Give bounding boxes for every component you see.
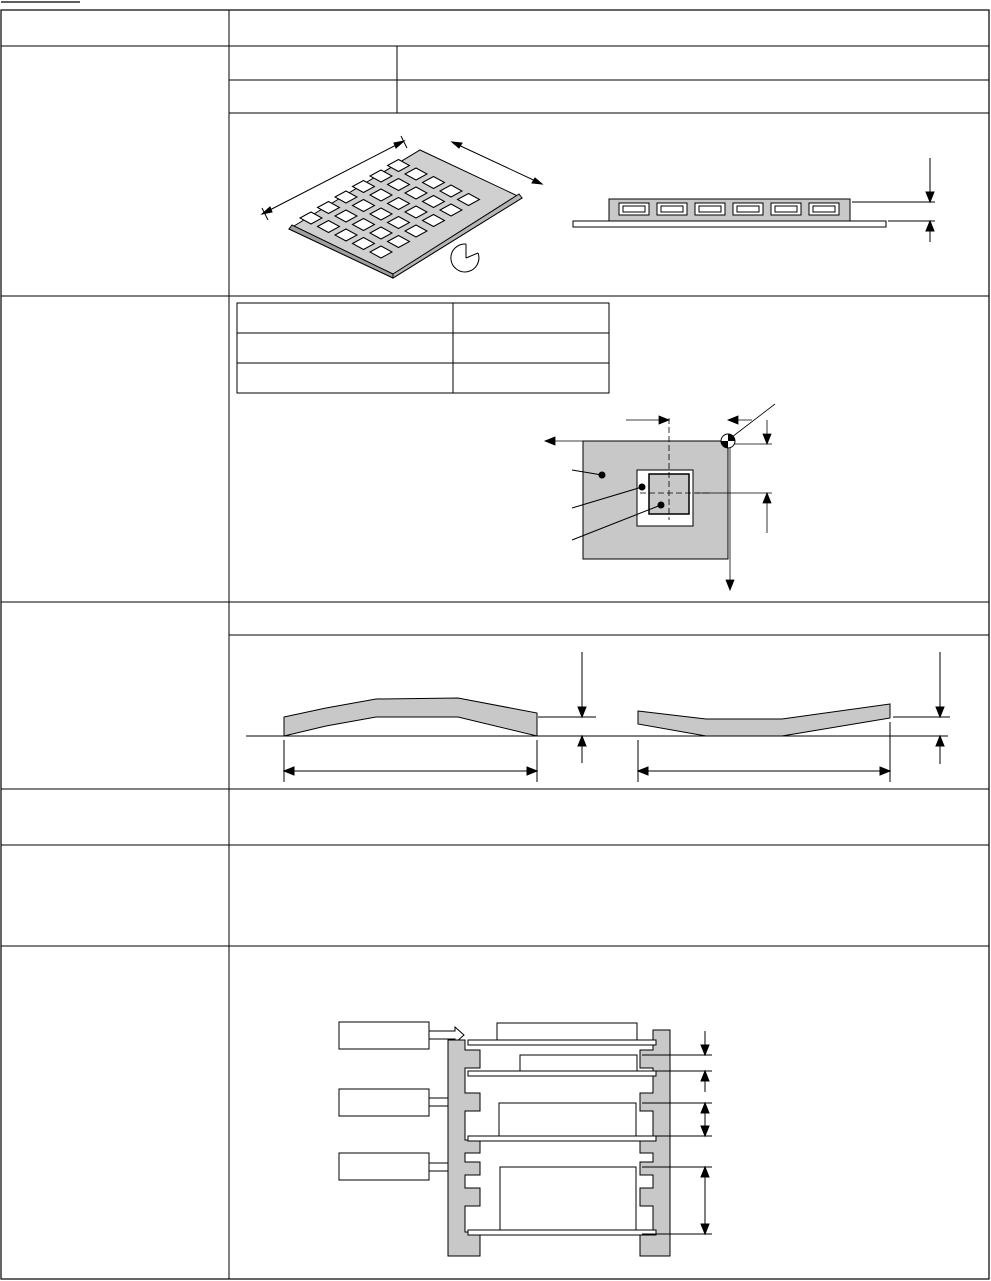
stack-label-boxes: [339, 1022, 429, 1180]
stack-packages: [497, 1023, 637, 1230]
right-stack-wall: [640, 1030, 670, 1256]
